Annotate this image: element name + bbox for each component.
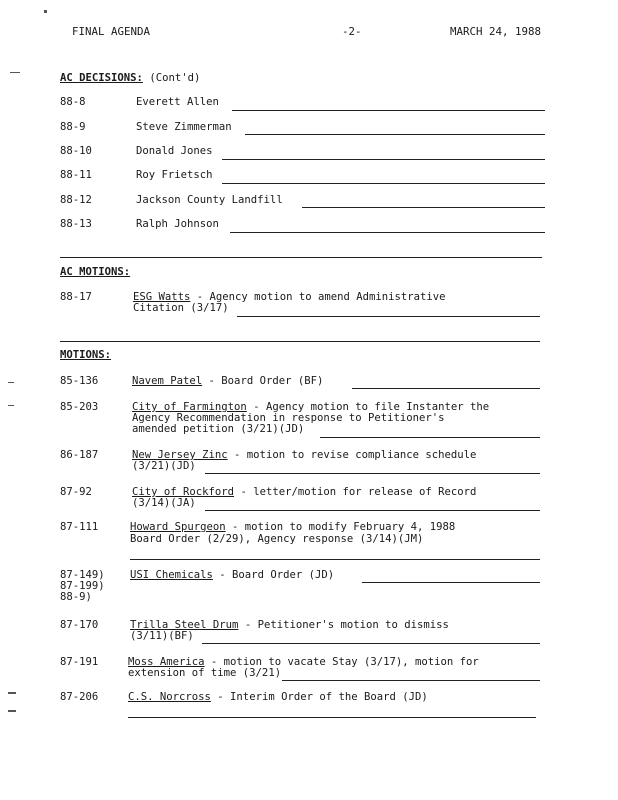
case-name: ESG Watts [133,291,191,303]
blank-line [230,232,545,233]
case-number: 88-11 [60,169,92,181]
case-text: - Board Order (JD) [212,569,335,581]
case-name: Moss America [128,656,205,668]
case-number: 87-191 [60,656,99,668]
case-number: 88-12 [60,194,92,206]
case-text: - Board Order (BF) [202,375,324,387]
header-title: FINAL AGENDA [72,25,151,38]
blank-line [362,582,540,583]
section-divider [60,341,540,342]
case-number: 88-13 [60,218,92,230]
case-text: - Interim Order of the Board (JD) [210,691,428,703]
blank-line [282,680,540,681]
blank-line [237,316,540,317]
case-text: extension of time (3/21) [128,667,282,679]
blank-line [130,559,540,560]
case-number: 87-92 [60,486,92,498]
case-text: Board Order (2/29), Agency response (3/14)(JM) [130,533,424,545]
case-text: (3/21)(JD) [132,460,196,472]
case-number: 85-203 [60,401,99,413]
blank-line [320,437,540,438]
ac-decisions-heading-suffix: (Cont'd) [149,72,201,84]
motions-heading: MOTIONS: [60,349,112,361]
case-number: 88-17 [60,291,92,303]
scan-speck [8,692,16,694]
case-name: Trilla Steel Drum [130,619,239,631]
case-text: - motion to revise compliance schedule [227,449,477,461]
case-number: 88-8 [60,96,86,108]
header-date: MARCH 24, 1988 [450,25,542,38]
blank-line [232,110,545,111]
case-text: - Agency motion to file Instanter the [246,401,490,413]
scan-speck [8,405,14,406]
case-number: 88-10 [60,145,92,157]
case-text: - letter/motion for release of Record [234,486,477,498]
blank-line [302,207,545,208]
scan-speck [10,72,20,73]
case-number: 87-149) [60,569,105,581]
blank-line [222,183,545,184]
case-text: - Petitioner's motion to dismiss [238,619,449,631]
case-number: 88-9 [60,121,86,133]
scan-speck [8,710,16,712]
blank-line [352,388,540,389]
blank-line [202,643,540,644]
case-name: Navem Patel [132,375,203,387]
case-number: 87-199) [60,580,105,592]
case-description-line [132,376,323,387]
case-name: City of Farmington [132,401,247,413]
case-name: Jackson County Landfill [136,194,283,206]
case-name: Everett Allen [136,96,219,108]
case-text: Agency Recommendation in response to Petitioner's [132,412,445,424]
case-number: 86-187 [60,449,99,461]
blank-line [222,159,545,160]
case-number: 87-170 [60,619,99,631]
scan-speck [44,10,47,13]
case-description-line [130,522,455,533]
case-text: - motion to modify February 4, 1988 [225,521,456,533]
case-description-line [128,692,428,703]
case-text: Citation (3/17) [133,302,229,314]
case-name: C.S. Norcross [128,691,211,703]
case-text: amended petition (3/21)(JD) [132,423,305,435]
case-name: Roy Frietsch [136,169,213,181]
case-number: 88-9) [60,591,92,603]
blank-line [205,510,540,511]
case-text: - Agency motion to amend Administrative [190,291,446,303]
blank-line [245,134,545,135]
case-number: 87-206 [60,691,99,703]
scan-speck [8,382,14,383]
case-name: Steve Zimmerman [136,121,232,133]
page-number: -2- [342,25,362,38]
blank-line [128,717,536,718]
case-text: - motion to vacate Stay (3/17), motion for [204,656,479,668]
blank-line [205,473,540,474]
ac-motions-heading: AC MOTIONS: [60,266,131,278]
case-name: USI Chemicals [130,569,213,581]
case-name: Donald Jones [136,145,213,157]
case-description-line [130,570,334,581]
case-name: Howard Spurgeon [130,521,226,533]
ac-decisions-heading: AC DECISIONS: [60,72,143,84]
case-number: 85-136 [60,375,99,387]
section-divider [60,257,542,258]
case-text: (3/14)(JA) [132,497,196,509]
case-name: City of Rockford [132,486,235,498]
case-name: New Jersey Zinc [132,449,228,461]
case-name: Ralph Johnson [136,218,219,230]
case-number: 87-111 [60,521,99,533]
section-heading-ac-decisions [60,73,200,84]
case-text: (3/11)(BF) [130,630,194,642]
